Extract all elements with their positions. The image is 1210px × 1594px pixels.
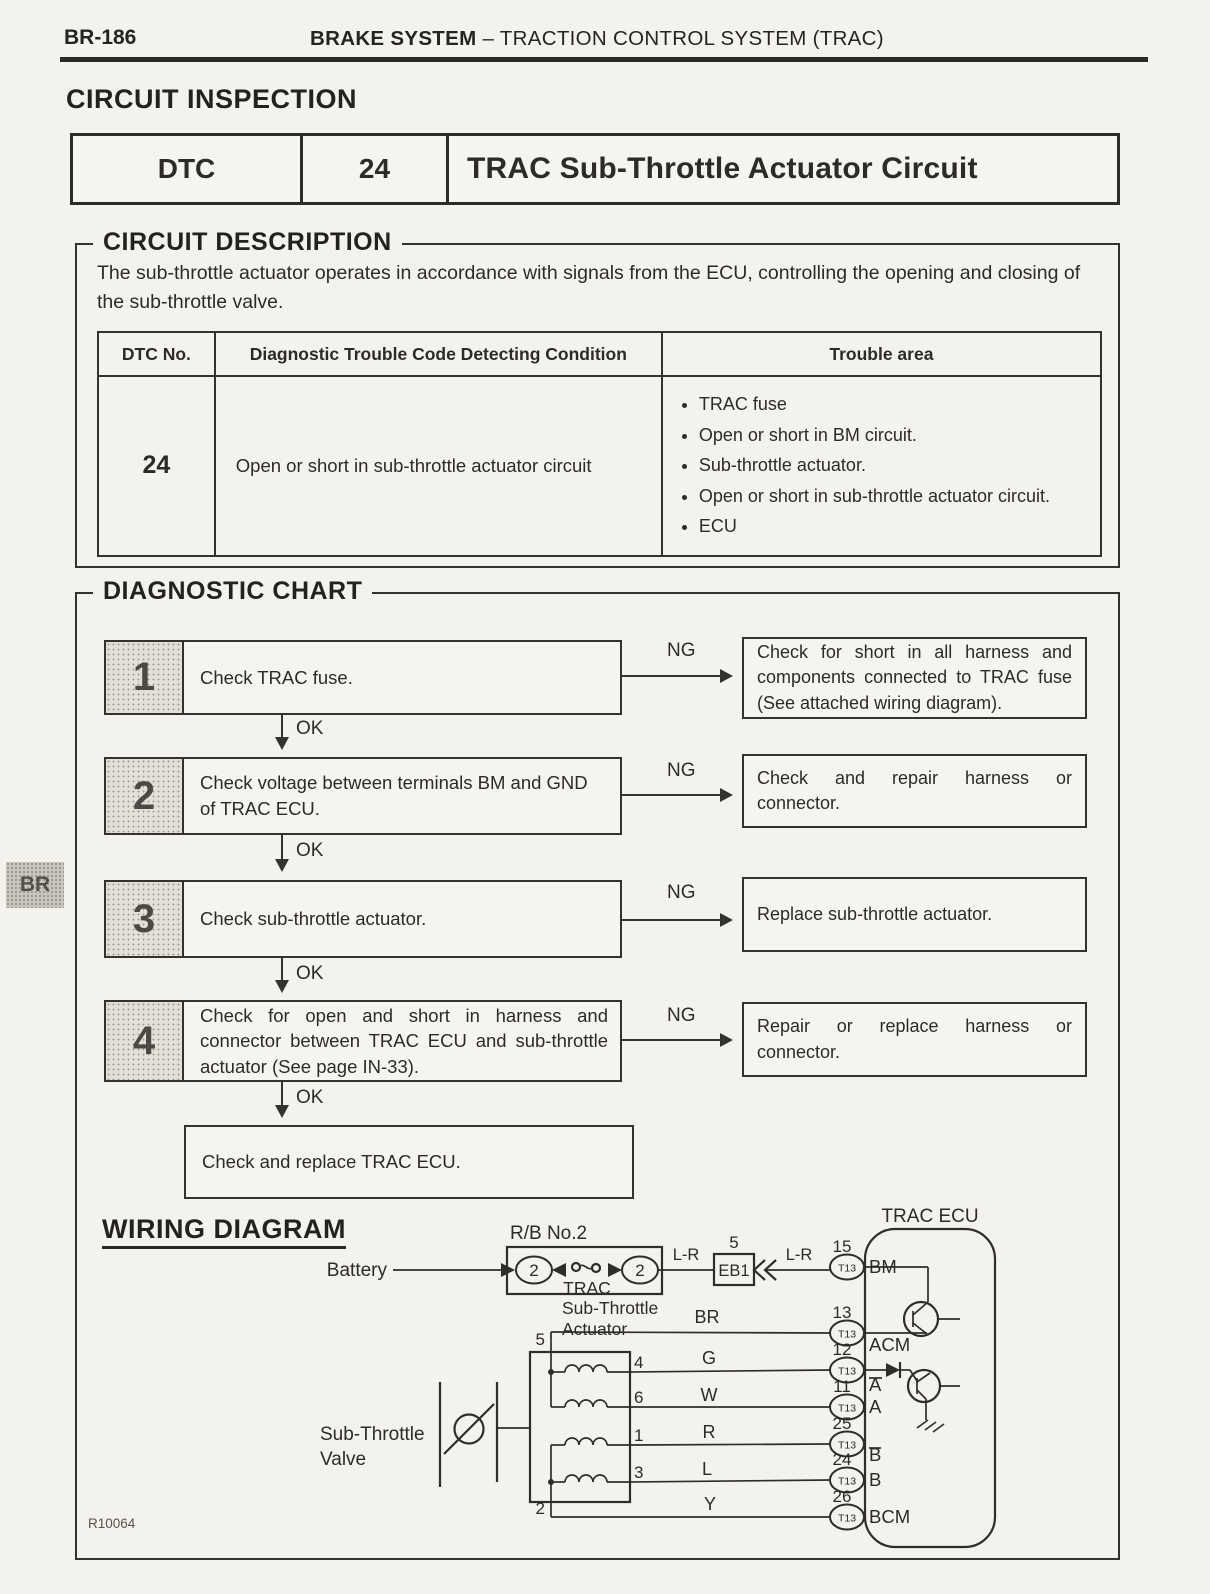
wire-color-w: W — [700, 1385, 718, 1405]
ng-action-1: Check for short in all harness and components connected to TRAC fuse (See attached wiring diagram). — [742, 637, 1087, 719]
ng-label-2: NG — [667, 760, 696, 781]
wire-color-l: L — [701, 1459, 713, 1479]
connector-code-acm: T13 — [837, 1328, 857, 1341]
ok-label-1: OK — [296, 718, 324, 739]
trouble-area-list — [669, 392, 1092, 540]
actuator-terminal-4: 4 — [634, 1353, 644, 1372]
fuse-end-left — [572, 1263, 580, 1271]
header-rule — [60, 57, 1148, 62]
actuator-terminal-5: 5 — [535, 1330, 545, 1349]
actuator-terminal-2: 2 — [535, 1499, 545, 1518]
ecu-label: TRAC ECU — [881, 1206, 979, 1227]
step-3-box — [104, 880, 622, 958]
trouble-area-item: • ECU — [699, 514, 1092, 540]
fuse-arrow-right-icon — [608, 1263, 622, 1277]
pin-num-12: 12 — [832, 1340, 852, 1359]
trouble-area-item: • Open or short in BM circuit. — [699, 423, 1092, 449]
trouble-area-item: • Open or short in sub-throttle actuator circuit. — [699, 484, 1092, 510]
wire-color-lr-1: L-R — [672, 1246, 700, 1264]
valve-label-1: Sub-Throttle — [320, 1424, 425, 1445]
junction-name: EB1 — [718, 1262, 750, 1280]
ng-arrow-4 — [622, 1039, 728, 1041]
diagnostic-chart-section — [75, 577, 1120, 1560]
circuit-description-heading: CIRCUIT DESCRIPTION — [93, 228, 402, 257]
ng-label-1: NG — [667, 640, 696, 661]
throttle-valve-icon — [440, 1382, 530, 1487]
pin-num-13: 13 — [832, 1303, 852, 1322]
figure-ref-code: R10064 — [88, 1516, 136, 1531]
ok-arrow-2 — [281, 835, 283, 868]
diode-icon — [886, 1363, 900, 1377]
pin-name-b-bar: B — [869, 1444, 882, 1465]
pin-name-bm: BM — [869, 1256, 897, 1277]
ok-arrow-3 — [281, 958, 283, 989]
ng-label-3: NG — [667, 882, 696, 903]
ng-action-2: Check and repair harness or connector. — [742, 754, 1087, 828]
fuse-arrow-left-icon — [552, 1263, 566, 1277]
pin-num-11: 11 — [833, 1377, 851, 1396]
ground-icon — [917, 1420, 944, 1432]
final-action-box: Check and replace TRAC ECU. — [184, 1125, 634, 1199]
wire-color-r: R — [702, 1422, 716, 1442]
fuse-label: TRAC — [563, 1278, 611, 1298]
pin-num-25: 25 — [832, 1414, 852, 1433]
wire-color-g: G — [701, 1348, 717, 1368]
step-2-text: Check voltage between terminals BM and GND of TRAC ECU. — [200, 772, 588, 819]
pin-name-bcm: BCM — [869, 1506, 911, 1527]
step-3-text: Check sub-throttle actuator. — [200, 908, 427, 930]
step-3-number: 3 — [106, 882, 184, 956]
step-4-box — [104, 1000, 622, 1082]
ok-label-2: OK — [296, 840, 324, 861]
circuit-description-section — [75, 228, 1120, 568]
step-1-number: 1 — [106, 642, 184, 713]
table-row — [98, 376, 1101, 556]
page-title: CIRCUIT INSPECTION — [66, 84, 358, 114]
circuit-description-body: The sub-throttle actuator operates in accordance with signals from the ECU, controlling the opening and closing of the sub-throttle valve. — [97, 262, 1081, 314]
wiring-diagram — [87, 1192, 1117, 1552]
battery-label: Battery — [326, 1260, 387, 1281]
ng-label-4: NG — [667, 1005, 696, 1026]
relay-terminal-right-num: 2 — [635, 1261, 645, 1280]
ok-arrow-4 — [281, 1082, 283, 1114]
step-4-text: Check for open and short in harness and connector between TRAC ECU and sub-throttle actuator (See page IN-33). — [200, 1004, 608, 1077]
valve-label-2: Valve — [320, 1449, 367, 1470]
connector-code-bcm: T13 — [837, 1512, 857, 1525]
trouble-area-item: • Sub-throttle actuator. — [699, 453, 1092, 479]
actuator-terminal-1: 1 — [634, 1426, 644, 1445]
pin-name-acm: ACM — [869, 1334, 911, 1355]
step-2-box — [104, 757, 622, 835]
dtc-title: TRAC Sub-Throttle Actuator Circuit — [467, 152, 978, 185]
actuator-coils-icon — [551, 1365, 630, 1482]
step-1-box — [104, 640, 622, 715]
pin-name-b: B — [869, 1469, 882, 1490]
col-trouble-area: Trouble area — [662, 332, 1101, 376]
ng-arrow-3 — [622, 919, 728, 921]
actuator-terminal-6: 6 — [634, 1388, 644, 1407]
dtc-detail-table — [97, 331, 1102, 557]
wiring-diagram-heading: WIRING DIAGRAM — [102, 1214, 346, 1249]
ng-action-4: Repair or replace harness or connector. — [742, 1002, 1087, 1077]
header-title-rest: – TRACTION CONTROL SYSTEM (TRAC) — [482, 27, 884, 50]
fuse-end-right — [592, 1264, 600, 1272]
fuse-element-icon — [580, 1265, 592, 1268]
header-title — [310, 27, 884, 51]
dtc-label: DTC — [73, 136, 303, 202]
wire-color-br: BR — [694, 1307, 720, 1327]
col-dtc-no: DTC No. — [98, 332, 215, 376]
ok-label-3: OK — [296, 963, 324, 984]
diagnostic-chart-heading: DIAGNOSTIC CHART — [93, 577, 372, 606]
ng-arrow-1 — [622, 675, 728, 677]
pin-num-24: 24 — [832, 1450, 852, 1469]
relay-box-label: R/B No.2 — [510, 1223, 588, 1244]
ok-label-4: OK — [296, 1087, 324, 1108]
pin-num-26: 26 — [832, 1487, 852, 1506]
wire-color-lr-2: L-R — [785, 1246, 813, 1264]
header-title-bold: BRAKE SYSTEM — [310, 27, 477, 50]
pin-name-a: A — [869, 1396, 882, 1417]
step-2-number: 2 — [106, 759, 184, 833]
ng-action-3: Replace sub-throttle actuator. — [742, 877, 1087, 952]
actuator-label-1: Sub-Throttle — [562, 1298, 659, 1318]
connector-code-abar: T13 — [837, 1365, 857, 1378]
ok-arrow-1 — [281, 715, 283, 746]
pin-name-a-bar: A — [869, 1374, 882, 1395]
dtc-code: 24 — [303, 136, 449, 202]
page-code: BR-186 — [64, 26, 137, 49]
step-1-text: Check TRAC fuse. — [200, 666, 353, 688]
pin-num-15: 15 — [832, 1237, 852, 1256]
trouble-area-cell — [662, 376, 1101, 556]
connector-code-a: T13 — [837, 1402, 857, 1415]
junction-pin-num: 5 — [729, 1233, 739, 1252]
dtc-no-cell: 24 — [98, 376, 215, 556]
actuator-terminal-3: 3 — [634, 1463, 644, 1482]
section-tab-br: BR — [6, 862, 64, 908]
col-condition: Diagnostic Trouble Code Detecting Condition — [215, 332, 662, 376]
dtc-banner — [70, 133, 1120, 205]
connector-code-b: T13 — [837, 1475, 857, 1488]
condition-cell: Open or short in sub-throttle actuator circuit — [215, 376, 662, 556]
wire-color-y: Y — [703, 1494, 717, 1514]
connector-code-bbar: T13 — [837, 1439, 857, 1452]
relay-terminal-left-num: 2 — [529, 1261, 539, 1280]
trouble-area-item: • TRAC fuse — [699, 392, 1092, 418]
step-4-number: 4 — [106, 1002, 184, 1080]
ng-arrow-2 — [622, 794, 728, 796]
connector-code-bm: T13 — [837, 1262, 857, 1275]
actuator-label-2: Actuator — [562, 1319, 628, 1339]
